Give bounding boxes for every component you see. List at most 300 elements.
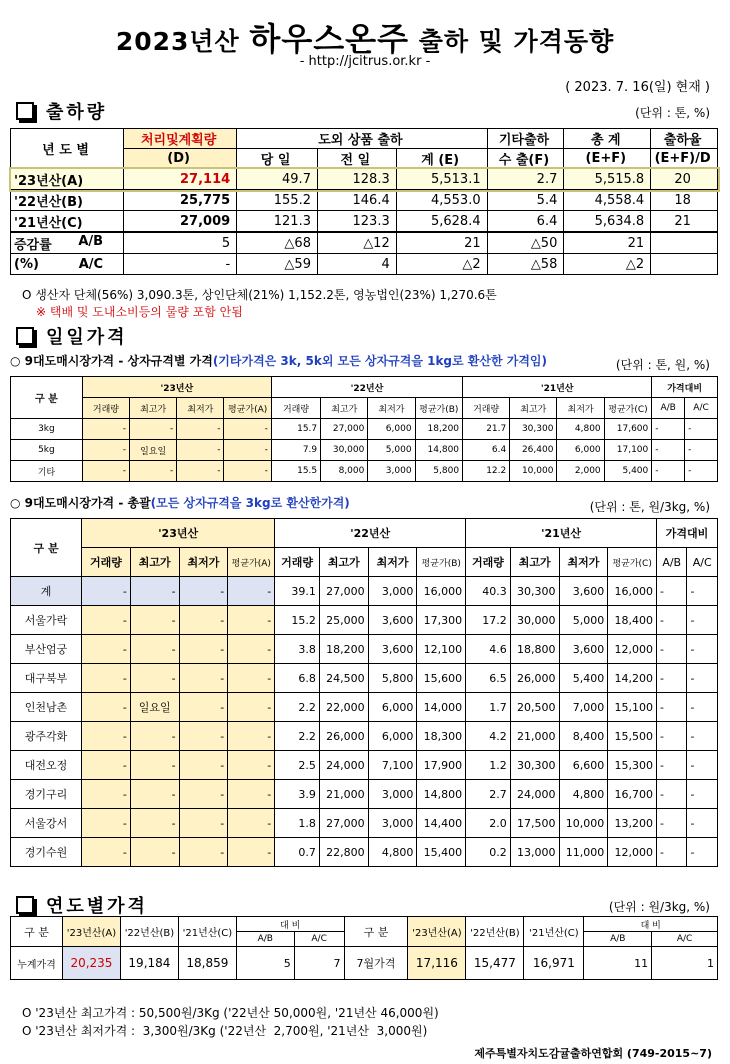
change-ac-label: A/C [78,256,104,272]
cell-22-avg: 14,800 [417,780,466,809]
cell-21-max: 30,000 [510,606,559,635]
col-b: '22년산(B) [120,917,178,947]
change-label-cell [11,254,124,275]
cell-22-vol: 15.7 [271,419,320,440]
cell-23-vol: - [82,838,131,867]
cell-21-vol: 4.6 [466,635,511,664]
cell-21-avg: 16,000 [608,577,657,606]
cell-22-max: 27,000 [321,419,368,440]
col-gubun: 구 분 [11,917,63,947]
row-name: 서울강서 [11,809,82,838]
col-max: 최고가 [130,548,179,577]
cell-23-vol: - [82,606,131,635]
cell-21-avg: 17,600 [604,419,652,440]
cell-21-vol: 1.2 [466,751,511,780]
row-total: 5,513.1 [396,169,487,190]
table-row [11,751,718,780]
col-ab: A/B [236,932,294,947]
row-name: 기타 [11,461,83,482]
table-row [11,211,718,233]
cell-21-max: 18,800 [510,635,559,664]
table-row [11,693,718,722]
cell-22-vol: 2.5 [275,751,320,780]
cell-21-vol: 4.2 [466,722,511,751]
row-name: 경기수원 [11,838,82,867]
cell-ac: - [687,606,718,635]
yearly-month-ac: 1 [652,947,718,980]
row-name: 대전오정 [11,751,82,780]
cell-23-max: - [130,664,179,693]
col-gubun: 구 분 [11,377,83,419]
hdr-inland: 도외 상품 출하 [237,129,487,149]
yearly-note-max: O '23년산 최고가격 : 50,500원/3Kg ('22년산 50,000원, '21년산 46,000원) [22,1006,439,1020]
col-vol: 거래량 [82,548,131,577]
row-total: 5,628.4 [396,211,487,233]
table-row [11,838,718,867]
cell-22-min: 7,100 [368,751,417,780]
table-row [11,722,718,751]
col-ab: A/B [584,932,652,947]
cell-22-max: 21,000 [319,780,368,809]
cell-21-avg: 17,100 [604,440,652,461]
cell-22-vol: 0.7 [275,838,320,867]
cell-ab: - [657,809,687,838]
section-daily-label: 일일가격 [46,327,128,348]
change-export: △50 [487,232,564,254]
cell-ac: - [687,751,718,780]
row-sum: 5,515.8 [564,169,651,190]
cell-22-vol: 2.2 [275,693,320,722]
cell-23-max: 일요일 [130,693,179,722]
row-rate: 18 [651,190,718,211]
yearly-price-table [10,916,718,980]
hdr-prev: 전 일 [317,149,396,169]
row-export: 5.4 [487,190,564,211]
col-max: 최고가 [319,548,368,577]
cell-22-min: 3,000 [368,809,417,838]
cell-22-max: 27,000 [319,809,368,838]
cell-23-avg: - [228,606,275,635]
change-export: △58 [487,254,564,275]
table-row [11,440,718,461]
cell-23-vol: - [82,780,131,809]
cell-23-avg: - [228,838,275,867]
change-ab-label: A/B [78,233,104,249]
col-c: '21년산(C) [178,917,236,947]
cell-ac: - [685,461,718,482]
cell-21-min: 5,000 [559,606,608,635]
cell-22-min: 6,000 [368,693,417,722]
cell-21-max: 20,500 [510,693,559,722]
cell-23-min: - [177,440,224,461]
title-year: 2023년산 [115,27,240,56]
cell-22-avg: 14,000 [417,693,466,722]
yearly-cumulative-c: 18,859 [178,947,236,980]
cell-22-max: 22,000 [319,693,368,722]
change-today: △59 [237,254,318,275]
cell-23-min: - [179,577,228,606]
table-row [11,419,718,440]
cell-ac: - [687,635,718,664]
cell-21-vol: 21.7 [463,419,510,440]
col-y22: '22년산 [275,519,466,548]
col-avg-b: 평균가(B) [415,398,462,419]
cell-22-vol: 7.9 [271,440,320,461]
col-ac: A/C [685,398,718,419]
change-label: 증감률 [14,237,52,253]
cell-22-max: 24,500 [319,664,368,693]
cell-22-vol: 15.5 [271,461,320,482]
cell-22-max: 8,000 [321,461,368,482]
row-name: 광주각화 [11,722,82,751]
col-cmp: 대 비 [584,917,718,932]
section-daily-title [16,323,128,349]
row-today: 49.7 [237,169,318,190]
table-row [11,635,718,664]
cell-ac: - [687,664,718,693]
col-c: '21년산(C) [524,917,584,947]
cell-22-min: 6,000 [368,722,417,751]
col-max: 최고가 [130,398,177,419]
cell-23-max: - [130,635,179,664]
col-a: '23년산(A) [62,917,120,947]
hdr-sum-sub: (E+F) [564,149,651,169]
title-rest: 출하 및 가격동향 [418,27,615,56]
cell-23-max: - [130,809,179,838]
cell-22-avg: 17,900 [417,751,466,780]
yearly-month-label: 7월가격 [344,947,408,980]
col-avg-a: 평균가(A) [224,398,271,419]
cell-23-max: 일요일 [130,440,177,461]
col-avg-c: 평균가(C) [604,398,652,419]
row-plan: 27,009 [124,211,237,233]
row-name: 부산엄궁 [11,635,82,664]
table-row [11,664,718,693]
cell-23-avg: - [228,693,275,722]
cell-21-avg: 15,100 [608,693,657,722]
col-y21: '21년산 [463,377,652,398]
cell-23-vol: - [82,635,131,664]
cell-23-vol: - [82,419,129,440]
table-row [11,461,718,482]
daily-sub1 [10,352,547,369]
col-vol: 거래량 [463,398,510,419]
section-shipment-label: 출하량 [46,102,108,123]
daily-sub2-text: ○ 9대도매시장가격 - 총괄 [10,496,151,510]
checkbox-icon [16,896,34,914]
cell-ab: - [652,461,685,482]
cell-22-min: 5,000 [368,440,415,461]
cell-22-min: 3,000 [368,780,417,809]
cell-23-vol: - [82,693,131,722]
cell-22-max: 25,000 [319,606,368,635]
row-name: 계 [11,577,82,606]
cell-22-min: 3,600 [368,606,417,635]
cell-23-max: - [130,577,179,606]
row-prev: 146.4 [317,190,396,211]
table-row [11,577,718,606]
cell-23-avg: - [224,440,271,461]
cell-22-vol: 39.1 [275,577,320,606]
cell-23-max: - [130,419,177,440]
cell-22-vol: 1.8 [275,809,320,838]
col-min: 최저가 [368,398,415,419]
daily-sub2-note: (모든 상자규격을 3kg로 환산한가격) [150,496,350,510]
cell-23-avg: - [228,722,275,751]
cell-21-vol: 2.0 [466,809,511,838]
row-plan: 25,775 [124,190,237,211]
cell-ab: - [657,606,687,635]
cell-21-max: 26,000 [510,664,559,693]
checkbox-icon [16,102,34,120]
cell-ac: - [687,780,718,809]
col-gubun: 구 분 [11,519,82,577]
change-prev: △12 [317,232,396,254]
cell-22-max: 18,200 [319,635,368,664]
cell-21-max: 30,300 [510,419,557,440]
yearly-month-ab: 11 [584,947,652,980]
table-row [11,169,718,190]
section-yearly-title [16,892,148,918]
col-ac: A/C [687,548,718,577]
hdr-total-e: 계 (E) [396,149,487,169]
row-prev: 128.3 [317,169,396,190]
cell-22-min: 3,000 [368,577,417,606]
row-plan: 27,114 [124,169,237,190]
cell-23-avg: - [228,577,275,606]
cell-ac: - [687,693,718,722]
cell-ac: - [687,722,718,751]
table-row [11,232,718,254]
cell-21-vol: 12.2 [463,461,510,482]
col-a: '23년산(A) [408,917,466,947]
col-y23: '23년산 [82,519,275,548]
col-cmp: 대 비 [236,917,344,932]
row-export: 2.7 [487,169,564,190]
row-name: 5kg [11,440,83,461]
cell-23-avg: - [228,664,275,693]
cell-23-min: - [179,838,228,867]
cell-23-min: - [177,419,224,440]
daily-sub1-text: ○ 9대도매시장가격 - 상자규격별 가격 [10,354,213,368]
col-min: 최저가 [177,398,224,419]
cell-23-min: - [179,722,228,751]
yearly-cumulative-label: 누계가격 [11,947,63,980]
col-max: 최고가 [510,398,557,419]
cell-21-max: 24,000 [510,780,559,809]
col-ac: A/C [294,932,344,947]
site-url: - http://jcitrus.or.kr - [299,54,431,69]
shipment-note-red: ※ 택배 및 도내소비등의 물량 포함 안됨 [36,305,243,319]
cell-23-min: - [179,751,228,780]
cell-22-vol: 6.8 [275,664,320,693]
daily-unit2: (단위 : 톤, 원/3kg, %) [589,500,710,514]
summary-price-table [10,518,718,867]
cell-ab: - [657,780,687,809]
row-year: '23년산(A) [11,169,124,190]
col-max: 최고가 [510,548,559,577]
yearly-month-a: 17,116 [408,947,466,980]
col-vol: 거래량 [82,398,129,419]
section-shipment-title [16,98,107,124]
cell-21-vol: 17.2 [466,606,511,635]
col-min: 최저가 [557,398,604,419]
table-row [11,780,718,809]
cell-21-avg: 16,700 [608,780,657,809]
cell-21-max: 30,300 [510,751,559,780]
col-vol: 거래량 [275,548,320,577]
cell-23-min: - [179,809,228,838]
cell-22-max: 30,000 [321,440,368,461]
cell-ab: - [657,838,687,867]
cell-23-min: - [177,461,224,482]
cell-ac: - [687,838,718,867]
col-min: 최저가 [179,548,228,577]
cell-23-avg: - [228,809,275,838]
cell-23-vol: - [82,664,131,693]
yearly-month-b: 15,477 [466,947,524,980]
cell-22-min: 6,000 [368,419,415,440]
cell-23-avg: - [228,635,275,664]
cell-21-vol: 0.2 [466,838,511,867]
hdr-rate: 출하율 [651,129,718,149]
col-b: '22년산(B) [466,917,524,947]
cell-21-max: 30,300 [510,577,559,606]
daily-sub2 [10,494,350,511]
yearly-month-c: 16,971 [524,947,584,980]
cell-23-avg: - [228,780,275,809]
cell-21-min: 4,800 [557,419,604,440]
cell-21-max: 13,000 [510,838,559,867]
change-total: △2 [396,254,487,275]
change-plan: - [124,254,237,275]
col-vol: 거래량 [466,548,511,577]
cell-ab: - [652,419,685,440]
cell-22-max: 27,000 [319,577,368,606]
col-gubun: 구 분 [344,917,408,947]
cell-22-max: 26,000 [319,722,368,751]
yearly-note-min: O '23년산 최저가격 : 3,300원/3Kg ('22년산 2,700원, '21년산 3,000원) [22,1024,428,1038]
cell-22-vol: 3.8 [275,635,320,664]
col-y23: '23년산 [82,377,271,398]
daily-unit1: (단위 : 톤, 원, %) [615,358,710,372]
col-max: 최고가 [321,398,368,419]
cell-21-min: 6,600 [559,751,608,780]
shipment-note: O 생산자 단체(56%) 3,090.3톤, 상인단체(21%) 1,152.2톤, 영농법인(23%) 1,270.6톤 [22,288,497,302]
footer-org: 제주특별자치도감귤출하연합회 (749-2015~7) [474,1047,712,1060]
change-total: 21 [396,232,487,254]
change-rate [651,232,718,254]
change-pct: (%) [14,256,39,272]
cell-22-max: 22,800 [319,838,368,867]
row-rate: 20 [651,169,718,190]
row-year: '21년산(C) [11,211,124,233]
col-vol: 거래량 [271,398,320,419]
cell-23-min: - [179,664,228,693]
cell-22-avg: 18,200 [415,419,462,440]
row-export: 6.4 [487,211,564,233]
cell-22-avg: 14,400 [417,809,466,838]
change-sum: △2 [564,254,651,275]
table-row [11,606,718,635]
cell-22-min: 5,800 [368,664,417,693]
cell-23-max: - [130,461,177,482]
row-name: 3kg [11,419,83,440]
cell-23-avg: - [224,419,271,440]
table-row [11,809,718,838]
cell-21-min: 6,000 [557,440,604,461]
cell-22-vol: 3.9 [275,780,320,809]
cell-21-min: 4,800 [559,780,608,809]
cell-23-vol: - [82,461,129,482]
row-today: 121.3 [237,211,318,233]
cell-22-max: 24,000 [319,751,368,780]
cell-ac: - [685,419,718,440]
cell-21-min: 7,000 [559,693,608,722]
row-name: 서울가락 [11,606,82,635]
hdr-plan-sub: (D) [124,149,237,169]
cell-21-min: 3,600 [559,577,608,606]
hdr-export: 수 출(F) [487,149,564,169]
row-prev: 123.3 [317,211,396,233]
cell-23-max: - [130,722,179,751]
table-row [11,190,718,211]
cell-ac: - [687,577,718,606]
cell-23-min: - [179,693,228,722]
cell-21-min: 10,000 [559,809,608,838]
cell-ab: - [657,664,687,693]
cell-22-vol: 2.2 [275,722,320,751]
col-avg-a: 평균가(A) [228,548,275,577]
cell-23-max: - [130,606,179,635]
col-y21: '21년산 [466,519,657,548]
cell-21-max: 21,000 [510,722,559,751]
col-ab: A/B [657,548,687,577]
yearly-cumulative-ab: 5 [236,947,294,980]
cell-22-vol: 15.2 [275,606,320,635]
checkbox-icon [16,327,34,345]
change-sum: 21 [564,232,651,254]
hdr-plan: 처리및계획량 [124,129,237,149]
daily-sub1-note: (기타가격은 3k, 5k외 모든 상자규격을 1kg로 환산한 가격임) [212,354,548,368]
cell-21-avg: 15,500 [608,722,657,751]
cell-22-avg: 17,300 [417,606,466,635]
hdr-sum: 총 계 [564,129,651,149]
hdr-other: 기타출하 [487,129,564,149]
cell-22-min: 3,000 [368,461,415,482]
col-avg-b: 평균가(B) [417,548,466,577]
table-row [11,947,718,980]
cell-22-avg: 16,000 [417,577,466,606]
cell-23-vol: - [82,722,131,751]
cell-23-vol: - [82,440,129,461]
cell-23-avg: - [224,461,271,482]
yearly-cumulative-a: 20,235 [62,947,120,980]
cell-21-min: 2,000 [557,461,604,482]
cell-ac: - [685,440,718,461]
cell-23-min: - [179,780,228,809]
col-min: 최저가 [559,548,608,577]
row-total: 4,553.0 [396,190,487,211]
box-size-table [10,376,718,482]
cell-23-max: - [130,780,179,809]
cell-22-avg: 14,800 [415,440,462,461]
table-row [11,254,718,275]
change-plan: 5 [124,232,237,254]
cell-21-avg: 12,000 [608,635,657,664]
change-today: △68 [237,232,318,254]
cell-23-vol: - [82,751,131,780]
